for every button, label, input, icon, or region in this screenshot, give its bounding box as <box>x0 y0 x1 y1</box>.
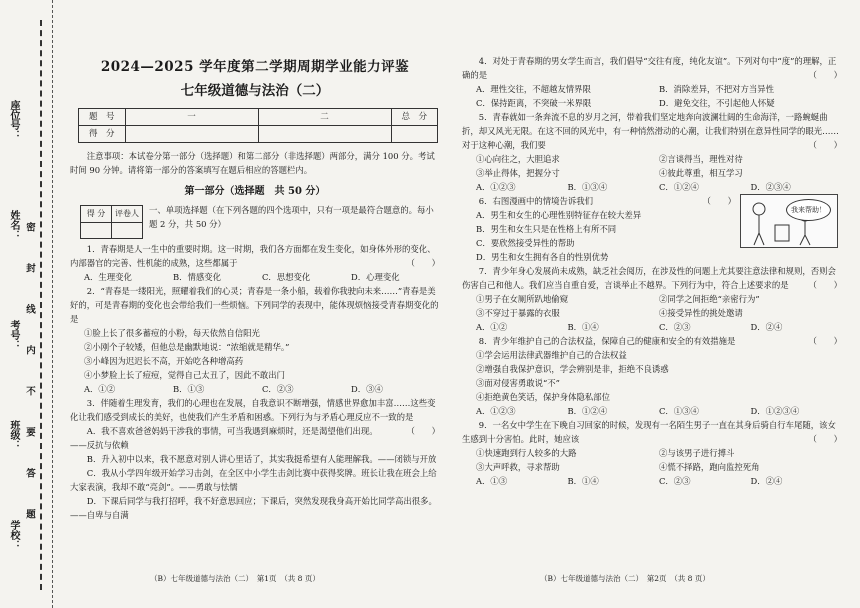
option: D．②③④ <box>750 182 791 192</box>
grader-table <box>80 205 143 239</box>
q1-options <box>84 270 440 284</box>
q6-option: B．男生和女生只是在性格上有所不同 <box>476 224 617 234</box>
option: D．心理变化 <box>351 272 400 282</box>
option: B．情感变化 <box>173 272 222 282</box>
question-1: 1．青春期是人一生中的重要时期。这一时期，我们各方面都在发生变化，如身体外形的变化、内部器官的完善、性机能的成熟，这些都属于 （ ） <box>70 244 440 268</box>
q9-item: ②与该男子进行搏斗 <box>659 448 735 458</box>
option: A．①② <box>476 322 508 332</box>
footer-left: （B）七年级道德与法治（二） 第1页 （共 8 页） <box>150 574 320 583</box>
seal-text: 密 封 线 内 不 要 答 题 <box>24 222 35 530</box>
question-3: 3．伴随着生理发育，我们的心理也在发展，自我意识不断增强，情感世界愈加丰富……这些变化让我们感受到成长的美好，也使我们产生矛盾和困惑。下列行为与矛盾心理反应不一致的是 （ ） <box>70 398 440 436</box>
school-label: 学校： <box>8 520 19 550</box>
option: A．生理变化 <box>84 272 132 282</box>
q5-item: ④彼此尊重，相互学习 <box>659 168 743 178</box>
option: A．①②③ <box>476 406 516 416</box>
option: D．③④ <box>351 384 383 394</box>
score-cell: 题 号 <box>79 109 126 126</box>
option: B．①③④ <box>567 182 608 192</box>
section-intro: 一、单项选择题（在下列各题的四个选项中，只有一项是最符合题意的。每小题 2 分，共 50 分） <box>149 205 434 229</box>
footer-right: （B）七年级道德与法治（二） 第2页 （共 8 页） <box>540 574 710 583</box>
score-cell: 二 <box>258 109 391 126</box>
right-column <box>462 10 842 488</box>
score-cell: 一 <box>125 109 258 126</box>
q7-item: ②同学之间拒绝“亲密行为” <box>659 294 760 304</box>
option: C．①②④ <box>659 182 699 192</box>
option: C．①③④ <box>659 406 699 416</box>
option: D．①②③④ <box>750 406 800 416</box>
score-cell: 得 分 <box>79 126 126 143</box>
q8-options <box>476 404 842 418</box>
q4-options <box>476 96 842 110</box>
grader-cell: 得 分 <box>81 206 112 223</box>
q5-items <box>476 152 842 166</box>
score-table <box>78 108 438 143</box>
q3-option: C．我从小学四年级开始学习击剑，在全区中小学生击剑比赛中获得奖牌。班长让我在班会上给大家表演，我却不敢“亮剑”。——勇敢与怯懦 <box>70 468 437 492</box>
q7-items <box>476 306 842 320</box>
question-2: 2．“青春是一缕阳光，照耀着我们的心灵；青春是一条小船，载着你我驶向未来……”青春是美好的，可是青春期的变化也会带给我们一些烦恼。下列同学的表现中，能体现烦恼接受青春期变化的是 <box>70 286 439 324</box>
option: C．保持距离，不突破一米界限 <box>476 98 592 108</box>
option: D．②④ <box>750 476 783 486</box>
seat-label: 座位号： <box>8 100 19 140</box>
q8-item: ③面对侵害勇敢说“不” <box>476 378 560 388</box>
q9-options <box>476 474 842 488</box>
exam-note: 注意事项：本试卷分第一部分（选择题）和第二部分（非选择题）两部分，满分 100 分。考试时间 90 分钟。请将第一部分的答案填写在题后相应的答题栏内。 <box>70 151 435 175</box>
option: A．①② <box>84 384 116 394</box>
option: C．②③ <box>262 384 294 394</box>
q2-item: ②小刚个子较矮，但他总是幽默地说：“浓缩就是精华。” <box>84 342 290 352</box>
q7-items <box>476 292 842 306</box>
q2-item: ①脸上长了很多蓄痘的小粉，每天依然自信阳光 <box>84 328 260 338</box>
option: B．消除差异，不把对方当异性 <box>659 84 775 94</box>
q5-item: ①心向往之，大胆追求 <box>476 154 560 164</box>
q7-item: ④接受异性的挑处邀请 <box>659 308 743 318</box>
q6-option: A．男生和女生的心理性别特征存在较大差异 <box>476 210 642 220</box>
q5-item: ②言谈得当，理性对待 <box>659 154 743 164</box>
q5-item: ③举止得体，把握分寸 <box>476 168 560 178</box>
q8-item: ④拒绝黄色笑话，保护身体隐私部位 <box>476 392 610 402</box>
grader-input[interactable] <box>81 223 112 239</box>
q7-options <box>476 320 842 334</box>
exam-subtitle: 七年级道德与法治（二） <box>180 83 330 99</box>
q9-items <box>476 446 842 460</box>
q8-item: ①学会运用法律武器维护自己的合法权益 <box>476 350 627 360</box>
q6-option: D．男生和女生拥有各自的性别优势 <box>476 252 609 262</box>
question-7: 7．青少年身心发展尚未成熟，缺乏社会阅历，在涉及性的问题上尤其要注意法律和规则，否则会伤害自己和他人。我们应当自重自爱，言谈举止不越界。下列行为中，符合上述要求的是 （ ） <box>462 266 842 290</box>
speech-bubble: 我来帮助！ <box>786 199 831 221</box>
option: D．②④ <box>750 322 783 332</box>
q8-item: ②增强自我保护意识，学会辨别是非，拒绝不良诱惑 <box>476 364 669 374</box>
q2-item: ③小峰因为迟迟长不高，开始吃各种增高药 <box>84 356 244 366</box>
q5-items <box>476 166 842 180</box>
binding-margin <box>0 0 53 608</box>
option: C．②③ <box>659 476 691 486</box>
score-input[interactable] <box>391 126 438 143</box>
q5-options <box>476 180 842 194</box>
question-5: 5．青春就如一条奔流不息的岁月之河，带着我们坚定地奔向波澜壮阔的生命海洋，一路蜿蜒曲折，却又风光无限。在这不回的风光中，有一种悄然滑动的心潮，让我们特别在意异性同学的眼光……对于这种心潮，我们要 （ ） <box>462 112 842 150</box>
q7-item: ①男子在女厕所趴地偷窥 <box>476 294 569 304</box>
q9-item: ③大声呼救，寻求帮助 <box>476 462 560 472</box>
score-cell: 总 分 <box>391 109 438 126</box>
question-4: 4．对处于青春期的男女学生而言，我们倡导“交往有度，纯化友谊”。下列对句中“度”的理解，正确的是 （ ） <box>462 56 842 80</box>
binding-dash-line <box>40 20 42 590</box>
part1-title: 第一部分（选择题 共 50 分） <box>184 186 326 197</box>
q9-item: ④慌不择路，跑向监控死角 <box>659 462 760 472</box>
exam-no-label: 考号： <box>8 320 19 350</box>
question-6: 6．右图漫画中的情境告诉我们 （ ） <box>478 196 736 206</box>
option: A．理性交往，不超越友情界限 <box>476 84 591 94</box>
grader-input[interactable] <box>112 223 143 239</box>
question-9: 9．一名女中学生在下晚自习回家的时候，发现有一名陌生男子一直在其身后骑自行车尾随，该女生感到十分害怕。此时，她应该 （ ） <box>462 420 842 444</box>
option: A．①③ <box>476 476 508 486</box>
q6-option: C．要欣然接受异性的帮助 <box>476 238 575 248</box>
q2-options <box>84 382 440 396</box>
q2-item: ④小梦脸上长了痘痘，觉得自己太丑了，因此不敢出门 <box>84 370 285 380</box>
q3-option: A．我不喜欢爸爸妈妈干涉我的事情，可当我遇到麻烦时，还是渴望他们出现。——反抗与依赖 <box>70 426 378 450</box>
q3-option: D．下课后同学与我打招呼，我不好意思回应；下课后，突然发现我身高开始比同学高出很多。——自卑与自满 <box>70 496 437 520</box>
option: B．①③ <box>173 384 205 394</box>
score-input[interactable] <box>258 126 391 143</box>
q4-options <box>476 82 842 96</box>
name-label: 姓名： <box>8 210 19 240</box>
class-label: 班级： <box>8 420 19 450</box>
score-input[interactable] <box>125 126 258 143</box>
option: A．①②③ <box>476 182 516 192</box>
option: B．①④ <box>567 322 599 332</box>
option: B．①④ <box>567 476 599 486</box>
q9-item: ①快速跑到行人较多的大路 <box>476 448 577 458</box>
option: B．①②④ <box>567 406 608 416</box>
cartoon-image <box>740 194 838 248</box>
q9-items <box>476 460 842 474</box>
left-column <box>70 10 440 522</box>
question-8: 8．青少年维护自己的合法权益，保障自己的健康和安全的有效措施是 （ ） <box>478 336 842 346</box>
exam-title: 2024—2025 学年度第二学期周期学业能力评鉴 <box>100 59 410 75</box>
q3-option: B．升入初中以来，我不愿意对别人讲心里话了，其实我挺希望有人能理解我。——闭锁与开放 <box>86 454 437 464</box>
q7-item: ③不穿过于暴露的衣服 <box>476 308 560 318</box>
option: D．避免交往，不引起他人怀疑 <box>659 98 775 108</box>
option: C．思想变化 <box>262 272 311 282</box>
option: C．②③ <box>659 322 691 332</box>
grader-cell: 评卷人 <box>112 206 143 223</box>
